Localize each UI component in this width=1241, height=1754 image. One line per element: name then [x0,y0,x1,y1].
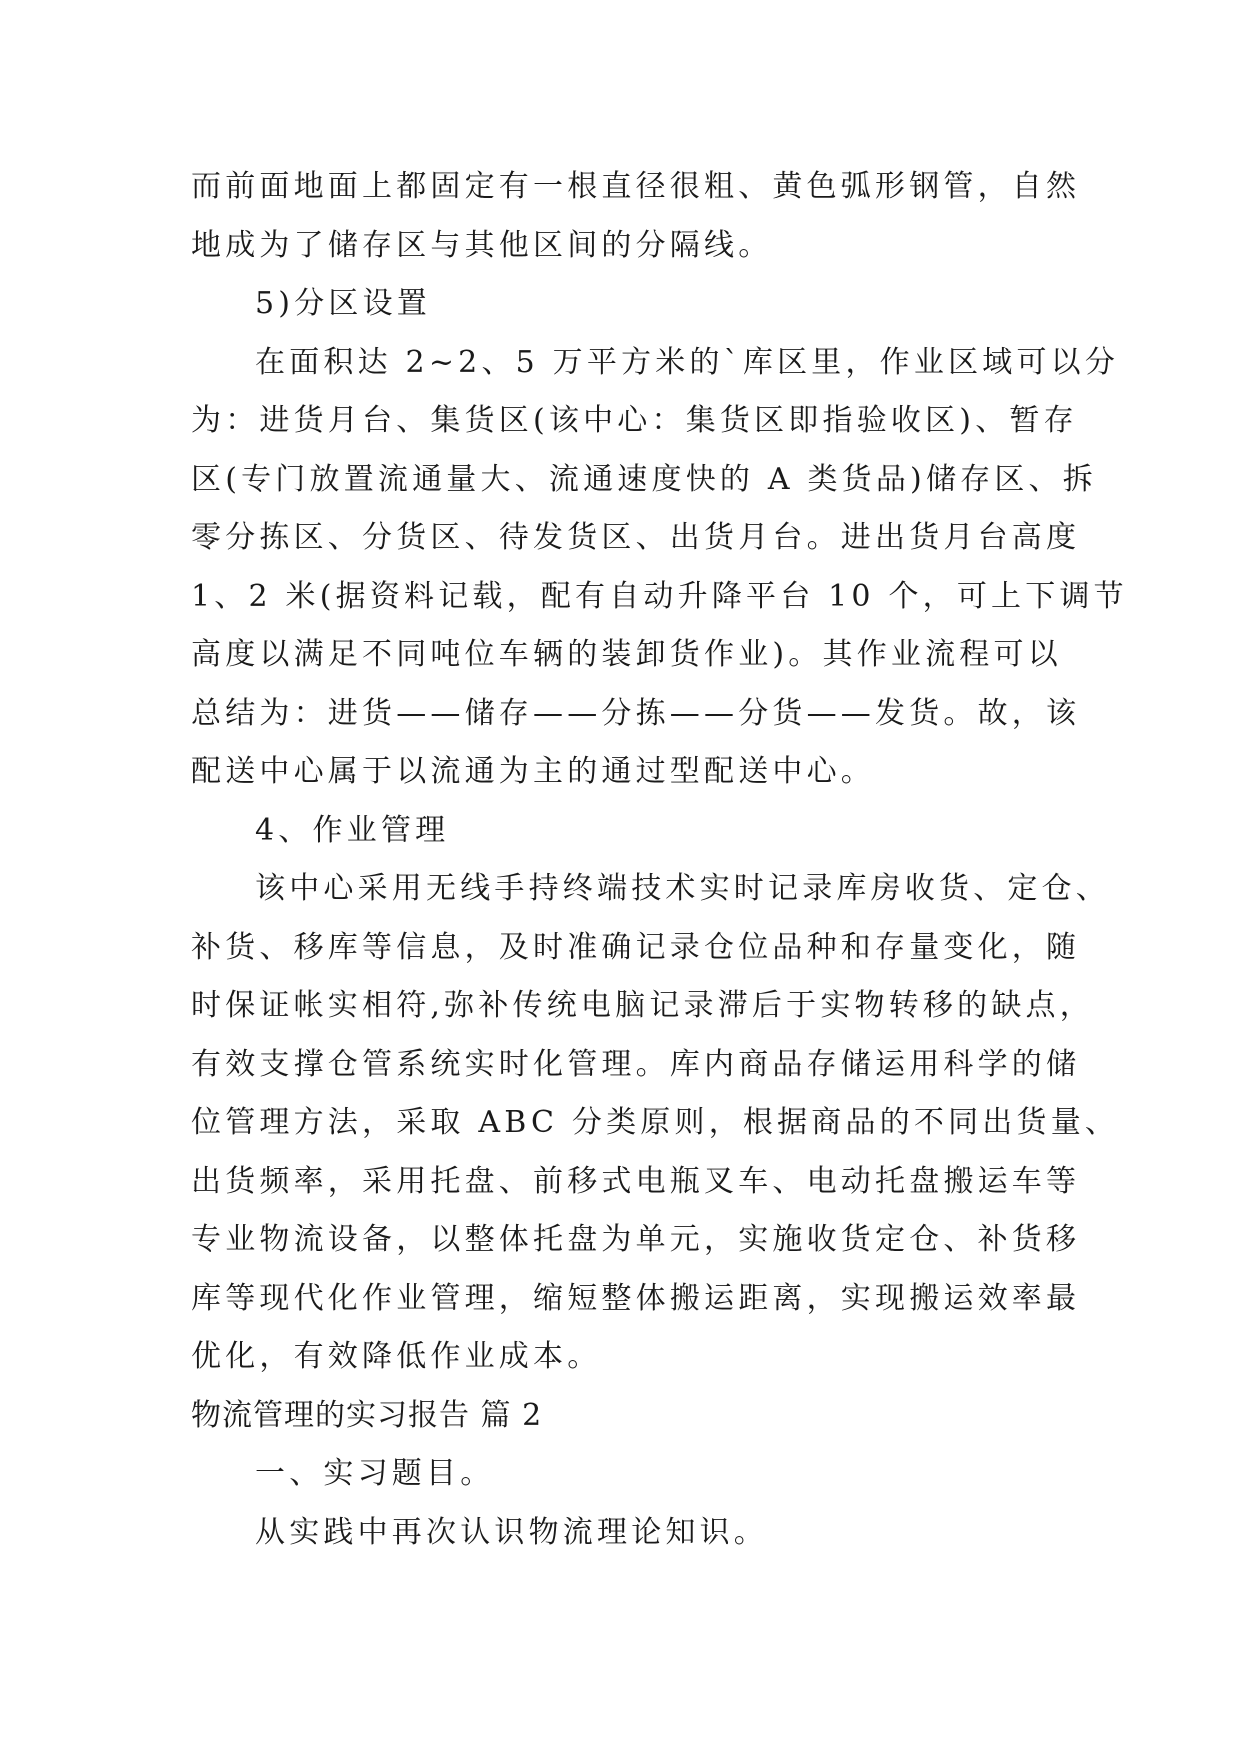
text-line: 位管理方法，采取 ABC 分类原则，根据商品的不同出货量、 [191,1105,1120,1140]
text-line: 为：进货月台、集货区(该中心：集货区即指验收区)、暂存 [191,403,1078,438]
section-heading: 物流管理的实习报告 篇 2 [191,1397,543,1433]
text-line: 地成为了储存区与其他区间的分隔线。 [191,227,773,263]
subsection-heading: 4、作业管理 [255,812,450,848]
text-line: 从实践中再次认识物流理论知识。 [255,1514,768,1550]
text-line: 有效支撑仓管系统实时化管理。库内商品存储运用科学的储 [191,1046,1081,1082]
text-line: 配送中心属于以流通为主的通过型配送中心。 [191,754,875,789]
document-body [191,158,1128,1562]
subsection-heading: 5)分区设置 [255,286,431,321]
text-line: 库等现代化作业管理，缩短整体搬运距离，实现搬运效率最 [191,1280,1081,1316]
text-line: 专业物流设备，以整体托盘为单元，实施收货定仓、补货移 [191,1222,1081,1257]
text-line: 在面积达 2~2、5 万平方米的`库区里，作业区域可以分 [255,344,1120,380]
text-line: 区(专门放置流通量大、流通速度快的 A 类货品)储存区、拆 [191,461,1097,497]
text-line: 时保证帐实相符,弥补传统电脑记录滞后于实物转移的缺点， [191,988,1094,1023]
text-line: 优化，有效降低作业成本。 [191,1339,602,1374]
text-line: 出货频率，采用托盘、前移式电瓶叉车、电动托盘搬运车等 [191,1163,1081,1199]
text-line: 而前面地面上都固定有一根直径很粗、黄色弧形钢管，自然 [191,169,1081,204]
text-line: 零分拣区、分货区、待发货区、出货月台。进出货月台高度 [191,520,1081,555]
text-line: 该中心采用无线手持终端技术实时记录库房收货、定仓、 [255,871,1110,906]
text-line: 1、2 米(据资料记载，配有自动升降平台 10 个，可上下调节 [191,578,1128,614]
text-line: 高度以满足不同吨位车辆的装卸货作业)。其作业流程可以 [191,637,1062,672]
text-line: 补货、移库等信息，及时准确记录仓位品种和存量变化，随 [191,929,1081,965]
text-line: 总结为：进货——储存——分拣——分货——发货。故，该 [191,695,1081,731]
subsection-heading: 一、实习题目。 [255,1456,495,1491]
